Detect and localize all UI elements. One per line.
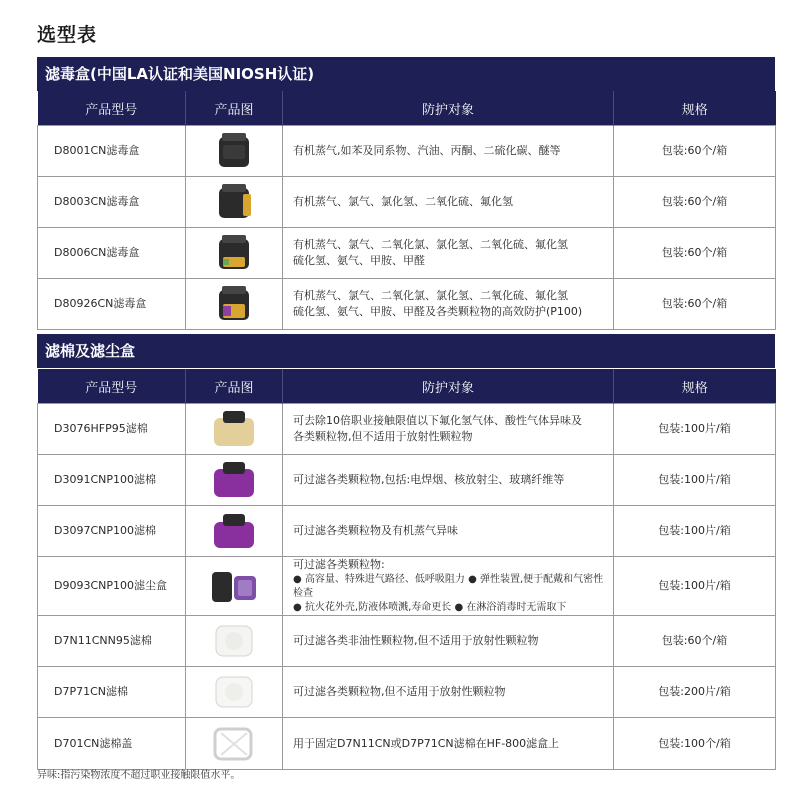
pack-cell: 包装:60个/箱	[614, 228, 776, 279]
header-image: 产品图	[186, 91, 283, 126]
protection-cell: 用于固定D7N11CN或D7P71CN滤棉在HF-800滤盒上	[283, 718, 614, 770]
table-row	[38, 506, 776, 557]
pack-cell: 包装:100片/箱	[614, 455, 776, 506]
protection-cell: 有机蒸气、氯气、二氧化氯、氯化氢、二氧化硫、氟化氢 硫化氢、氨气、甲胺、甲醛及各类颗粒物的高效防护(P100)	[283, 279, 614, 330]
image-cell	[186, 718, 283, 770]
table-row	[38, 228, 776, 279]
dust-cartridge-icon	[206, 566, 262, 606]
table-row	[38, 279, 776, 330]
table-row	[38, 616, 776, 667]
protection-cell: 有机蒸气,如苯及同系物、汽油、丙酮、二硫化碳、醚等	[283, 126, 614, 177]
model-cell: D7P71CN滤棉	[38, 667, 186, 718]
cartridge-table	[37, 91, 776, 330]
pack-cell: 包装:100个/箱	[614, 718, 776, 770]
header-spec: 规格	[614, 369, 776, 404]
model-cell: D701CN滤棉盖	[38, 718, 186, 770]
pack-cell: 包装:100片/箱	[614, 557, 776, 616]
table-row	[38, 718, 776, 770]
image-cell	[186, 455, 283, 506]
purple-filter-icon	[209, 459, 259, 501]
pack-cell: 包装:60个/箱	[614, 616, 776, 667]
protection-cell: 可过滤各类颗粒物,包括:电焊烟、核放射尘、玻璃纤维等	[283, 455, 614, 506]
filter-cover-icon	[209, 723, 259, 765]
image-cell	[186, 557, 283, 616]
image-cell	[186, 228, 283, 279]
footnote: 异味:指污染物浓度不超过职业接触限值水平。	[37, 770, 241, 781]
protection-cell: 有机蒸气、氯气、二氧化氯、氯化氢、二氧化硫、氟化氢 硫化氢、氨气、甲胺、甲醛	[283, 228, 614, 279]
image-cell	[186, 616, 283, 667]
pack-cell: 包装:200片/箱	[614, 667, 776, 718]
black-yellow-cartridge-icon	[213, 182, 255, 222]
tan-filter-icon	[209, 408, 259, 450]
pack-cell: 包装:60个/箱	[614, 177, 776, 228]
image-cell	[186, 506, 283, 557]
image-cell	[186, 404, 283, 455]
white-pad-p-icon	[211, 672, 257, 712]
model-cell: D3091CNP100滤棉	[38, 455, 186, 506]
protection-cell: 可过滤各类非油性颗粒物,但不适用于放射性颗粒物	[283, 616, 614, 667]
header-protection: 防护对象	[283, 369, 614, 404]
white-pad-icon	[211, 621, 257, 661]
image-cell	[186, 177, 283, 228]
protection-cell: 可过滤各类颗粒物: ● 高容量、特殊进气路径、低呼吸阻力 ● 弹性装置,便于配戴和气密性检查 ● 抗火花外壳,防液体喷溅,寿命更长 ● 在淋浴消毒时无需取下	[283, 557, 614, 616]
image-cell	[186, 279, 283, 330]
section-title-cartridges: 滤毒盒(中国LA认证和美国NIOSH认证)	[37, 57, 775, 91]
table-row	[38, 177, 776, 228]
pack-cell: 包装:60个/箱	[614, 126, 776, 177]
image-cell	[186, 667, 283, 718]
protection-cell: 可去除10倍职业接触限值以下氟化氢气体、酸性气体异味及 各类颗粒物,但不适用于放射性颗粒物	[283, 404, 614, 455]
protection-cell: 可过滤各类颗粒物及有机蒸气异味	[283, 506, 614, 557]
purple-filter-ov-icon	[209, 510, 259, 552]
model-cell: D8001CN滤毒盒	[38, 126, 186, 177]
model-cell: D3097CNP100滤棉	[38, 506, 186, 557]
pack-cell: 包装:100片/箱	[614, 506, 776, 557]
header-model: 产品型号	[38, 369, 186, 404]
header-image: 产品图	[186, 369, 283, 404]
model-cell: D9093CNP100滤尘盒	[38, 557, 186, 616]
filter-table	[37, 369, 776, 770]
pack-cell: 包装:60个/箱	[614, 279, 776, 330]
table-row	[38, 667, 776, 718]
black-cartridge-icon	[213, 131, 255, 171]
multigas-p100-cartridge-icon	[213, 284, 255, 324]
model-cell: D80926CN滤毒盒	[38, 279, 186, 330]
model-cell: D8003CN滤毒盒	[38, 177, 186, 228]
header-spec: 规格	[614, 91, 776, 126]
multigas-cartridge-icon	[213, 233, 255, 273]
protection-cell: 可过滤各类颗粒物,但不适用于放射性颗粒物	[283, 667, 614, 718]
page-title: 选型表	[37, 24, 98, 46]
table-row	[38, 126, 776, 177]
image-cell	[186, 126, 283, 177]
table-header-row	[38, 91, 776, 126]
table-header-row	[38, 369, 776, 404]
table-row	[38, 557, 776, 616]
protection-cell: 有机蒸气、氯气、氯化氢、二氧化硫、氟化氢	[283, 177, 614, 228]
pack-cell: 包装:100片/箱	[614, 404, 776, 455]
table-row	[38, 404, 776, 455]
table-row	[38, 455, 776, 506]
header-protection: 防护对象	[283, 91, 614, 126]
model-cell: D8006CN滤毒盒	[38, 228, 186, 279]
section-title-filters: 滤棉及滤尘盒	[37, 334, 775, 368]
model-cell: D3076HFP95滤棉	[38, 404, 186, 455]
header-model: 产品型号	[38, 91, 186, 126]
model-cell: D7N11CNN95滤棉	[38, 616, 186, 667]
